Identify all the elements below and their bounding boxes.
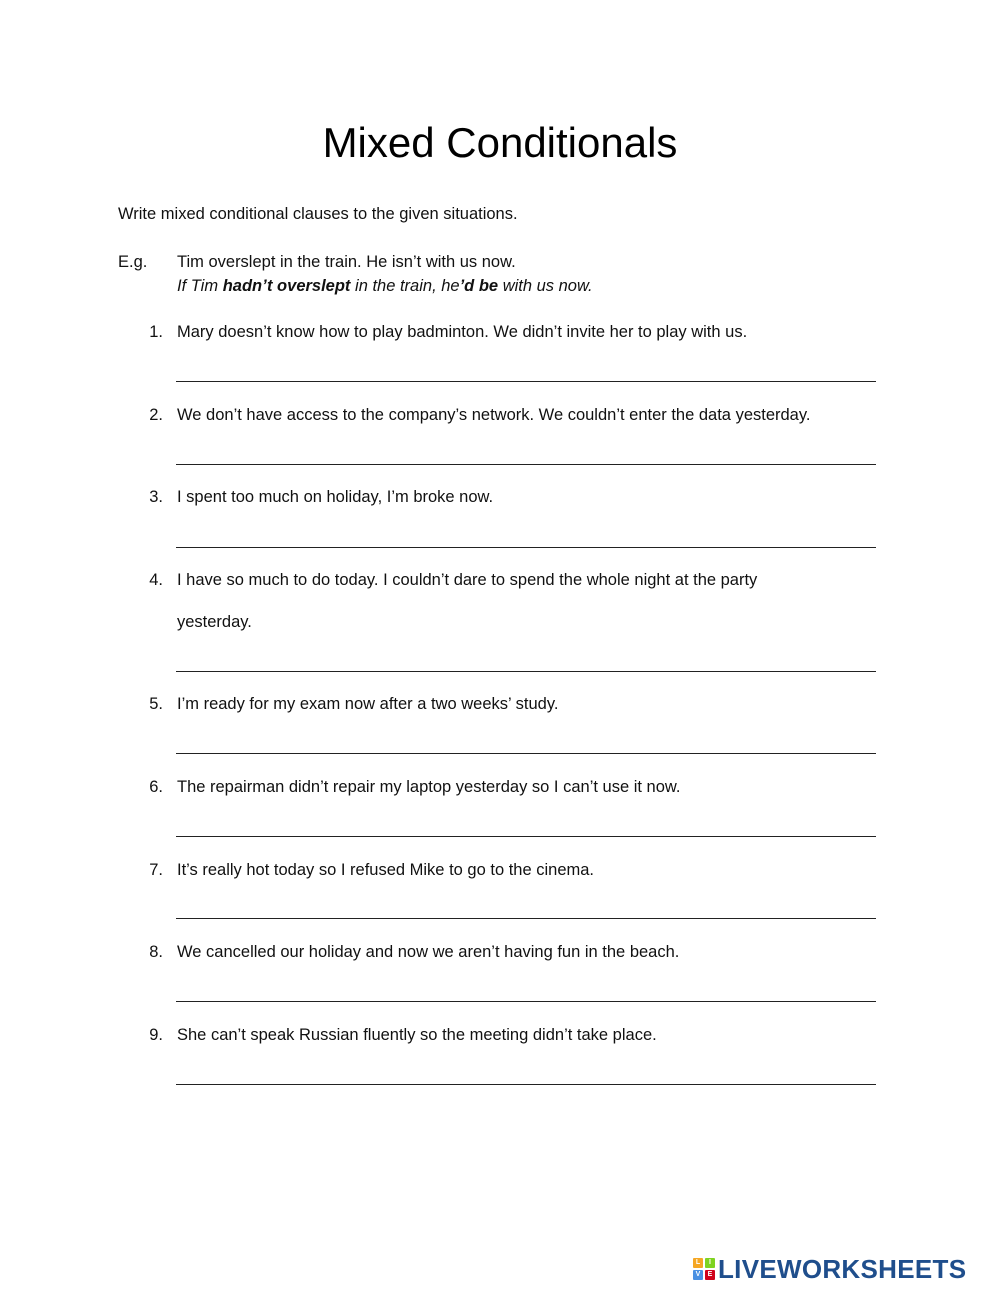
answer-line-6[interactable] (176, 836, 876, 837)
example-answer-part: with us now. (498, 277, 593, 295)
logo-blocks-icon (693, 1258, 715, 1280)
logo-text: LIVEWORKSHEETS (718, 1254, 967, 1284)
example-answer (177, 274, 593, 298)
item-text: She can’t speak Russian fluently so the meeting didn’t take place. (177, 1026, 657, 1044)
logo-block: E (705, 1270, 715, 1280)
answer-line-8[interactable] (176, 1001, 876, 1002)
answer-line-3[interactable] (176, 547, 876, 548)
item-text: We cancelled our holiday and now we aren’t having fun in the beach. (177, 943, 680, 961)
item-number: 5. (149, 695, 163, 713)
logo-block: I (705, 1258, 715, 1268)
item-number: 3. (149, 488, 163, 506)
liveworksheets-logo (693, 1256, 966, 1282)
answer-line-7[interactable] (176, 918, 876, 919)
item-text: I have so much to do today. I couldn’t dare to spend the whole night at the party yesterday. (177, 571, 758, 631)
item-number: 9. (149, 1026, 163, 1044)
item-text: I’m ready for my exam now after a two weeks’ study. (177, 695, 559, 713)
example-block (177, 250, 593, 298)
instructions: Write mixed conditional clauses to the given situations. (118, 205, 518, 223)
item-number: 2. (149, 406, 163, 424)
example-answer-part-bold: hadn’t overslept (222, 277, 351, 295)
logo-block: V (693, 1270, 703, 1280)
item-text: Mary doesn’t know how to play badminton. We didn’t invite her to play with us. (177, 323, 748, 341)
item-number: 8. (149, 943, 163, 961)
example-answer-part: in the train, he (350, 277, 460, 295)
item-text: It’s really hot today so I refused Mike to go to the cinema. (177, 861, 594, 879)
answer-line-2[interactable] (176, 464, 876, 465)
item-number: 6. (149, 778, 163, 796)
example-answer-part-bold: ’d be (459, 277, 499, 295)
answer-line-4[interactable] (176, 671, 876, 672)
item-text: The repairman didn’t repair my laptop yesterday so I can’t use it now. (177, 778, 681, 796)
item-text: I spent too much on holiday, I’m broke now. (177, 488, 494, 506)
page-title: Mixed Conditionals (322, 119, 678, 166)
item-text: We don’t have access to the company’s network. We couldn’t enter the data yesterday. (177, 406, 811, 424)
example-label: E.g. (118, 253, 148, 271)
logo-block: L (693, 1258, 703, 1268)
example-situation: Tim overslept in the train. He isn’t with us now. (177, 253, 516, 271)
item-number: 4. (149, 571, 163, 589)
answer-line-5[interactable] (176, 753, 876, 754)
answer-line-1[interactable] (176, 381, 876, 382)
example-answer-part: If Tim (177, 277, 223, 295)
item-number: 1. (149, 323, 163, 341)
item-number: 7. (149, 861, 163, 879)
answer-line-9[interactable] (176, 1084, 876, 1085)
